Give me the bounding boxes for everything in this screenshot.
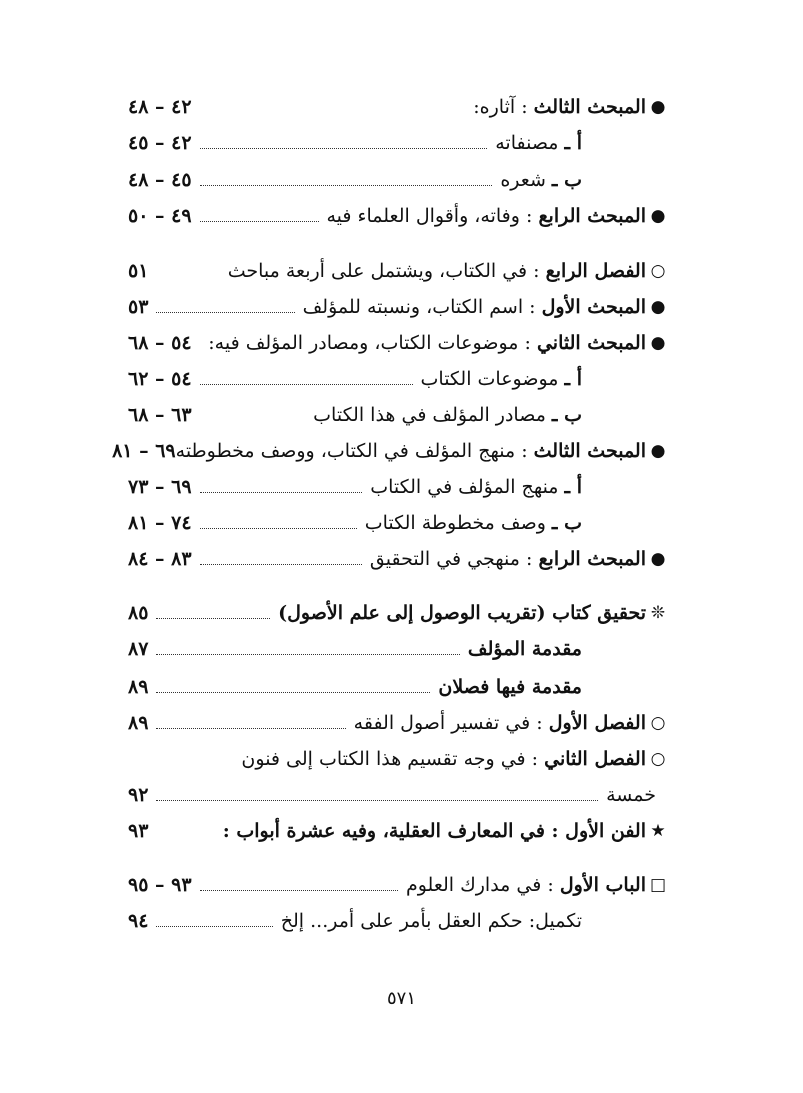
entry-heading: أ ـ (564, 132, 582, 154)
toc-entry (128, 506, 620, 540)
entry-page-range: ٥٤ – ٦٨ (128, 332, 192, 354)
entry-text: : في مدارك العلوم (405, 874, 560, 896)
entry-page-range: ٩٢ (128, 784, 149, 806)
entry-title (281, 910, 582, 932)
entry-bullet-icon: ● (650, 441, 666, 461)
toc-entry (128, 163, 620, 197)
entry-title (421, 368, 582, 390)
page-number: ٥٧١ (386, 988, 416, 1009)
entry-text: : اسم الكتاب، ونسبته للمؤلف (302, 296, 542, 318)
toc-entry (128, 706, 670, 740)
entry-page-range: ٩٤ (128, 910, 149, 932)
entry-page-range: ٥٤ – ٦٢ (128, 368, 192, 390)
entry-title (406, 874, 646, 896)
toc-entry (128, 742, 670, 776)
toc-entry (128, 904, 620, 938)
entry-page-range: ٩٣ – ٩٥ (128, 874, 192, 896)
entry-text: : منهجي في التحقيق (369, 548, 539, 570)
entry-heading: المبحث الثالث (533, 440, 646, 462)
dot-leader (200, 221, 319, 222)
toc-entry (128, 778, 670, 812)
entry-heading: المبحث الثاني (536, 332, 646, 354)
entry-heading: ب ـ (551, 512, 582, 534)
toc-entry (128, 326, 670, 360)
entry-page-range: ٤٢ – ٤٨ (128, 96, 192, 118)
entry-heading: أ ـ (564, 368, 582, 390)
entry-text: : في الكتاب، ويشتمل على أربعة مباحث (227, 260, 546, 282)
toc-entry (128, 868, 670, 902)
entry-heading: تحقيق كتاب (تقريب الوصول إلى علم الأصول) (278, 602, 646, 624)
entry-page-range: ٤٩ – ٥٠ (128, 205, 192, 227)
entry-heading: الباب الأول (559, 874, 646, 896)
entry-bullet-icon: ● (650, 549, 666, 569)
toc-entry (112, 434, 670, 468)
entry-heading: المبحث الأول (541, 296, 646, 318)
toc-entry (128, 596, 670, 630)
entry-title (176, 440, 646, 462)
entry-heading: الفصل الأول (548, 712, 646, 734)
entry-heading: المبحث الثالث (533, 96, 646, 118)
toc-entry (128, 470, 620, 504)
entry-text: موضوعات الكتاب (420, 368, 565, 390)
entry-bullet-icon: ● (650, 206, 666, 226)
toc-entry (128, 632, 620, 666)
entry-title (241, 748, 646, 770)
dot-leader (200, 185, 493, 186)
dot-leader (200, 890, 398, 891)
entry-title (365, 512, 582, 534)
toc-entry (128, 670, 620, 704)
entry-heading: الفصل الرابع (545, 260, 646, 282)
dot-leader (200, 384, 413, 385)
entry-bullet-icon: ❊ (650, 603, 666, 623)
entry-title (468, 638, 582, 660)
entry-title (473, 96, 646, 118)
entry-heading: مقدمة المؤلف (467, 638, 582, 660)
entry-title (278, 602, 646, 624)
entry-page-range: ٥٣ (128, 296, 149, 318)
entry-heading: المبحث الرابع (538, 205, 646, 227)
toc-entry (128, 199, 670, 233)
entry-page-range: ٨٣ – ٨٤ (128, 548, 192, 570)
entry-title (354, 712, 646, 734)
entry-text: : في وجه تقسيم هذا الكتاب إلى فنون (241, 748, 545, 770)
entry-title (370, 476, 582, 498)
entry-text: : آثاره: (473, 96, 534, 118)
entry-title (327, 205, 647, 227)
toc-entry (128, 290, 670, 324)
toc-entry (128, 254, 670, 288)
entry-text: مصنفاته (495, 132, 565, 154)
toc-entry (128, 126, 620, 160)
dot-leader (156, 692, 430, 693)
entry-text: : في تفسير أصول الفقه (353, 712, 549, 734)
dot-leader (200, 492, 363, 493)
dot-leader (156, 654, 460, 655)
entry-title (208, 332, 646, 354)
entry-bullet-icon: ● (650, 297, 666, 317)
entry-page-range: ٩٣ (128, 820, 149, 842)
entry-text: منهج المؤلف في الكتاب (370, 476, 565, 498)
toc-entry (128, 814, 670, 848)
toc-entry (128, 398, 620, 432)
entry-title (606, 784, 656, 806)
dot-leader (156, 312, 294, 313)
toc-entry (128, 90, 670, 124)
entry-bullet-icon: ★ (650, 821, 666, 841)
entry-bullet-icon: ● (650, 97, 666, 117)
entry-page-range: ٦٩ – ٧٣ (128, 476, 192, 498)
entry-title (438, 676, 582, 698)
entry-heading: مقدمة فيها فصلان (438, 676, 582, 698)
toc-entry (128, 542, 670, 576)
entry-title (313, 404, 582, 426)
entry-heading: الفصل الثاني (544, 748, 646, 770)
entry-page-range: ٨٩ (128, 676, 149, 698)
entry-page-range: ٦٩ – ٨١ (112, 440, 176, 462)
entry-page-range: ٥١ (128, 260, 149, 282)
entry-text: شعره (500, 169, 552, 191)
entry-bullet-icon: □ (649, 875, 667, 895)
entry-page-range: ٧٤ – ٨١ (128, 512, 192, 534)
entry-text: : موضوعات الكتاب، ومصادر المؤلف فيه: (208, 332, 537, 354)
dot-leader (200, 148, 488, 149)
entry-heading: ب ـ (551, 404, 582, 426)
entry-text: وصف مخطوطة الكتاب (364, 512, 552, 534)
dot-leader (156, 800, 598, 801)
entry-heading: ب ـ (551, 169, 582, 191)
entry-bullet-icon: ○ (650, 261, 666, 281)
entry-title (303, 296, 646, 318)
entry-heading: الفن الأول : في المعارف العقلية، وفيه عشرة أبواب : (222, 820, 646, 842)
entry-text: مصادر المؤلف في هذا الكتاب (313, 404, 552, 426)
dot-leader (156, 618, 270, 619)
entry-page-range: ٨٧ (128, 638, 149, 660)
entry-text: تكميل: حكم العقل بأمر على أمر... إلخ (280, 910, 582, 932)
entry-bullet-icon: ● (650, 333, 666, 353)
entry-text: : منهج المؤلف في الكتاب، ووصف مخطوطته (175, 440, 534, 462)
entry-text: : وفاته، وأقوال العلماء فيه (326, 205, 539, 227)
entry-title (223, 820, 646, 842)
entry-page-range: ٤٢ – ٤٥ (128, 132, 192, 154)
dot-leader (200, 528, 357, 529)
entry-page-range: ٨٥ (128, 602, 149, 624)
toc-entry (128, 362, 620, 396)
entry-page-range: ٨٩ (128, 712, 149, 734)
entry-title (228, 260, 646, 282)
entry-title (495, 132, 582, 154)
entry-bullet-icon: ○ (650, 713, 666, 733)
entry-text: خمسة (606, 784, 656, 806)
dot-leader (156, 926, 272, 927)
entry-heading: المبحث الرابع (538, 548, 646, 570)
entry-title (370, 548, 646, 570)
entry-heading: أ ـ (564, 476, 582, 498)
entry-page-range: ٤٥ – ٤٨ (128, 169, 192, 191)
entry-bullet-icon: ○ (650, 749, 666, 769)
dot-leader (200, 564, 362, 565)
entry-page-range: ٦٣ – ٦٨ (128, 404, 192, 426)
dot-leader (156, 728, 345, 729)
entry-title (500, 169, 582, 191)
